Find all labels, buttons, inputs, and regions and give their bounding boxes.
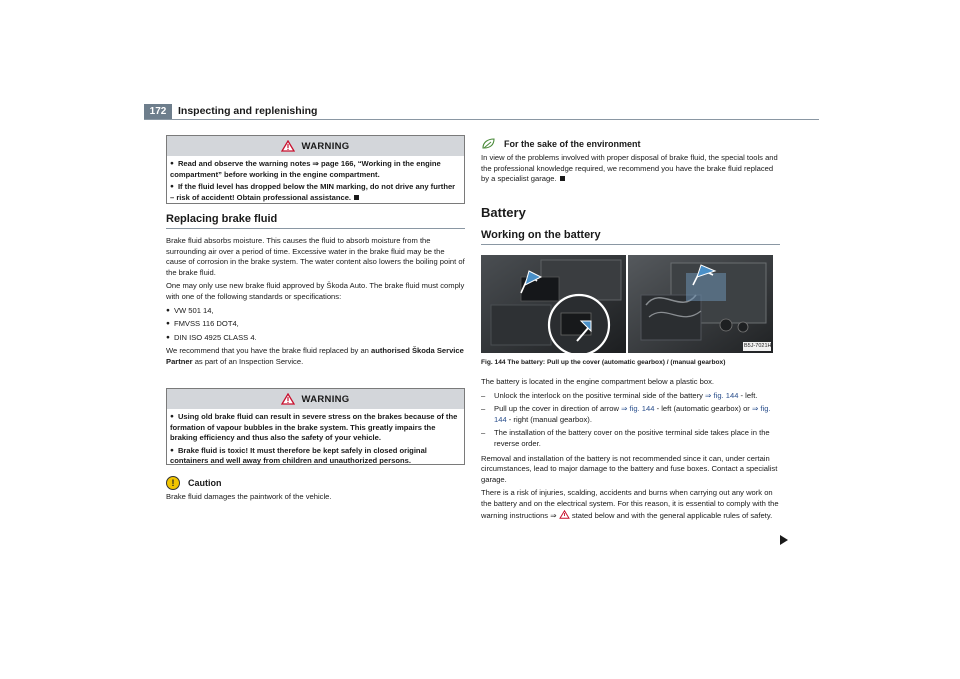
page-number: 172 [144,104,172,119]
caution-icon: ! [166,476,180,490]
list-item: ● FMVSS 116 DOT4, [166,319,466,330]
figure-code: B5J-7021H [744,343,772,349]
paragraph: Removal and installation of the battery is not recommended since it can, under certain circumstances, lead to major damage to the battery and fuse boxes. Contact a specialist garage. [481,453,778,484]
warning-triangle-icon[interactable] [559,510,570,519]
page-title: Inspecting and replenishing [178,105,318,117]
figure-battery [481,255,773,353]
replacing-section [166,213,465,229]
step-item: – Pull up the cover in direction of arrow ⇒ fig. 144 - left (automatic gearbox) or ⇒ fig. 144 - right (manual gearbox). [481,404,771,424]
warning-title: WARNING [301,140,350,152]
list-item: ● VW 501 14, [166,306,466,317]
chapter-heading: Battery [481,205,526,220]
warning-header [167,389,464,409]
warning-triangle-icon [281,140,295,152]
replacing-body [166,236,466,371]
warning-item: ● Brake fluid is toxic! It must therefore be kept safely in closed original containers and well away from children and unauthorized persons. [170,446,460,467]
paragraph: The battery is located in the engine compartment below a plastic box. [481,377,715,386]
paragraph: Brake fluid absorbs moisture. This causes the fluid to absorb moisture from the surrounding air over a period of time. Excessive water in the brake fluid may be the cause of corrosion in the brake system. The water content also lowers the boiling point of the brake fluid. [166,236,465,277]
header-rule [144,119,819,120]
partner-emphasis: authorised Škoda Service Partner [166,346,464,366]
caution-text: Brake fluid damages the paintwork of the vehicle. [166,492,332,501]
step-item: – The installation of the battery cover on the positive terminal side takes place in the reverse order. [481,428,770,448]
paragraph: There is a risk of injuries, scalding, accidents and burns when carrying out any work on the battery and on the electrical system. For this reason, it is essential to comply with the warning instructions ⇒ stated below and with the general applicable rules of safety. [481,488,779,520]
battery-body [481,377,781,524]
figure-link[interactable]: ⇒ fig. 144 [494,404,771,424]
end-mark-icon [560,176,565,181]
environment-title: For the sake of the environment [504,138,641,149]
figure-link[interactable]: ⇒ fig. 144 [621,404,655,414]
paragraph: We recommend that you have the brake fluid replaced by an authorised Škoda Service Partner as part of an Inspection Service. [166,346,464,366]
recycle-leaf-icon [481,137,496,150]
caution-header [166,476,222,490]
battery-photo [481,255,773,353]
figure-link[interactable]: ⇒ fig. 144 [705,390,739,400]
battery-subsection [481,229,780,245]
environment-header [481,137,641,150]
section-heading: Replacing brake fluid [166,213,278,225]
continue-arrow-icon[interactable] [779,534,789,546]
section-rule [481,244,780,245]
warning-item: ● If the fluid level has dropped below the MIN marking, do not drive any further – risk of accident! Obtain professional assistance. [170,182,460,203]
caution-title: Caution [188,478,222,488]
warning-box-1 [166,135,465,204]
section-rule [166,228,465,229]
environment-text: In view of the problems involved with proper disposal of brake fluid, the special tools and the professional knowledge required, we recommend you have the brake fluid replaced by a specialist garage. [481,153,778,184]
section-heading: Working on the battery [481,229,601,241]
figure-caption: Fig. 144 The battery: Pull up the cover (automatic gearbox) / (manual gearbox) [481,359,726,366]
paragraph: One may only use new brake fluid approved by Škoda Auto. The brake fluid must comply with one of the following standards or specifications: [166,281,465,301]
list-item: ● DIN ISO 4925 CLASS 4. [166,333,466,344]
warning-title: WARNING [301,393,350,405]
warning-header [167,136,464,156]
warning-triangle-icon [281,393,295,405]
end-mark-icon [354,195,359,200]
warning-item: ● Read and observe the warning notes ⇒ page 166, “Working in the engine compartment” before working in the engine compartment. [170,159,460,180]
step-item: – Unlock the interlock on the positive terminal side of the battery ⇒ fig. 144 - left. [481,390,758,400]
warning-box-2 [166,388,465,465]
warning-item: ● Using old brake fluid can result in severe stress on the brakes because of the formation of vapour bubbles in the brake system. This greatly impairs the braking efficiency and thus also the safety of your vehicle. [170,412,460,444]
